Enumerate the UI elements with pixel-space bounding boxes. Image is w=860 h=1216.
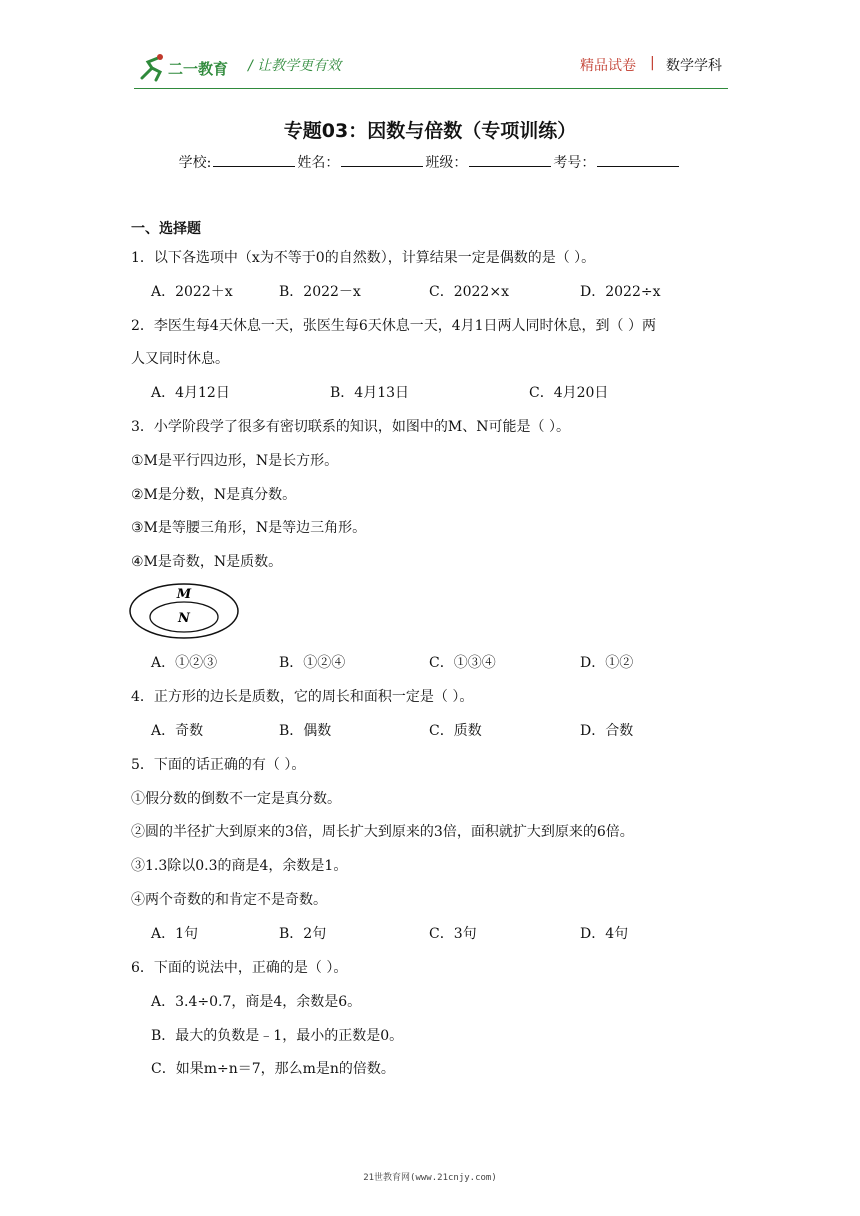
q5-option-c[interactable]: C．3句 [429,926,477,942]
name-blank[interactable] [341,152,423,167]
q3-stem: 3．小学阶段学了很多有密切联系的知识，如图中的M、N可能是（ ）。 [131,419,570,435]
brand-logo [138,52,230,82]
q5-option-a[interactable]: A．1句 [151,926,199,942]
q5-statement-1: ①假分数的倒数不一定是真分数。 [131,791,341,807]
q2-option-a[interactable]: A．4月12日 [151,385,230,401]
q6-option-a[interactable]: A．3.4÷0.7，商是4，余数是6。 [151,994,362,1010]
q2-option-b[interactable]: B．4月13日 [330,385,410,401]
student-info-line [0,152,860,172]
q2-stem-line1: 2．李医生每4天休息一天，张医生每6天休息一天，4月1日两人同时休息，到（ ）两 [131,318,656,334]
q4-option-a[interactable]: A．奇数 [151,723,204,739]
q6-option-b[interactable]: B．最大的负数是﹣1，最小的正数是0。 [151,1028,404,1044]
section-heading: 一、选择题 [131,221,201,237]
q3-statement-4: ④M是奇数，N是质数。 [131,554,283,570]
q3-option-a[interactable]: A．①②③ [151,655,218,671]
q1-option-c[interactable]: C．2022×x [429,284,509,300]
q2-stem-line2: 人又同时休息。 [131,351,229,367]
q5-stem: 5．下面的话正确的有（ ）。 [131,757,306,773]
class-label: 班级： [425,155,468,171]
header-tag-subject: 数学学科 [666,58,722,74]
q3-option-c[interactable]: C．①③④ [429,655,496,671]
q3-option-b[interactable]: B．①②④ [279,655,346,671]
runner-logo-icon [138,52,230,82]
number-label: 考号： [553,155,596,171]
q1-option-b[interactable]: B．2022－x [279,284,361,300]
header-divider: | [650,55,655,71]
number-blank[interactable] [597,152,679,167]
venn-label-m: M [176,587,192,602]
header-slogan: / 让教学更有效 [248,58,342,74]
q3-statement-1: ①M是平行四边形，N是长方形。 [131,453,339,469]
header-rule [134,88,728,89]
q5-statement-4: ④两个奇数的和肯定不是奇数。 [131,892,327,908]
q5-statement-3: ③1.3除以0.3的商是4，余数是1。 [131,858,348,874]
page-footer: 21世教育网(www.21cnjy.com) [363,1173,497,1183]
venn-label-n: N [178,611,190,626]
q6-stem: 6．下面的说法中，正确的是（ ）。 [131,960,348,976]
header-tag-premium: 精品试卷 [580,58,636,74]
q5-option-d[interactable]: D．4句 [580,926,629,942]
q1-option-a[interactable]: A．2022＋x [151,284,233,300]
q3-option-d[interactable]: D．①② [580,655,634,671]
name-label: 姓名： [297,155,340,171]
q5-option-b[interactable]: B．2句 [279,926,327,942]
page-title: 专题03：因数与倍数（专项训练） [283,120,577,142]
q6-option-c[interactable]: C．如果m÷n＝7，那么m是n的倍数。 [151,1061,395,1077]
q4-option-d[interactable]: D．合数 [580,723,634,739]
q3-statement-3: ③M是等腰三角形，N是等边三角形。 [131,520,367,536]
venn-diagram [128,582,240,640]
q4-stem: 4．正方形的边长是质数，它的周长和面积一定是（ ）。 [131,689,474,705]
q5-statement-2: ②圆的半径扩大到原来的3倍，周长扩大到原来的3倍，面积就扩大到原来的6倍。 [131,824,634,840]
class-blank[interactable] [469,152,551,167]
q1-stem: 1．以下各选项中（x为不等于0的自然数），计算结果一定是偶数的是（ ）。 [131,250,596,266]
q4-option-b[interactable]: B．偶数 [279,723,332,739]
q1-option-d[interactable]: D．2022÷x [580,284,661,300]
q3-statement-2: ②M是分数，N是真分数。 [131,487,297,503]
q2-option-c[interactable]: C．4月20日 [529,385,609,401]
q4-option-c[interactable]: C．质数 [429,723,482,739]
school-blank[interactable] [213,152,295,167]
school-label: 学校: [178,155,212,171]
logo-text: 二一教育 [168,60,229,78]
